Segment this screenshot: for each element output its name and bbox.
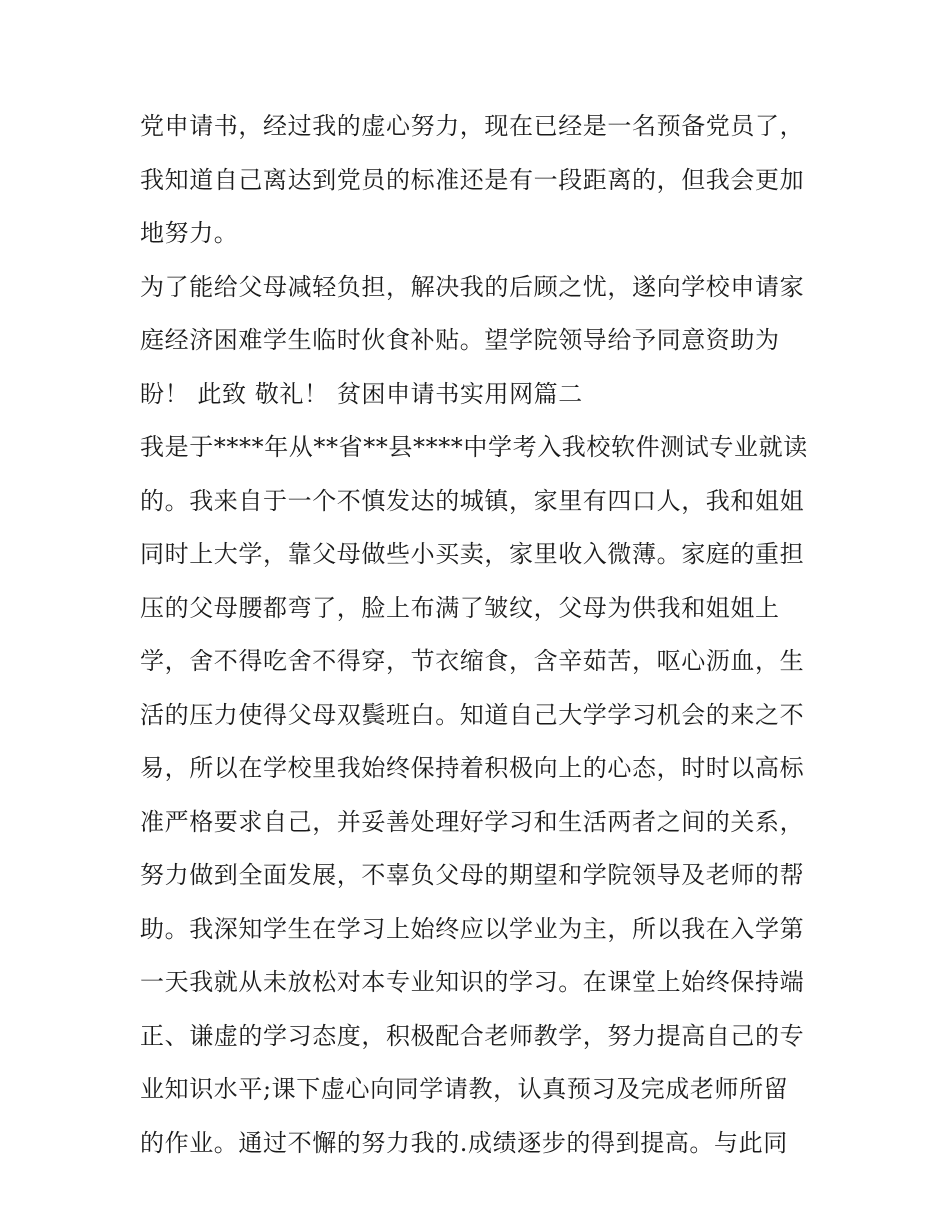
body-text	[140, 100, 820, 1170]
text-line: 准严格要求自己，并妥善处理好学习和生活两者之间的关系，	[140, 807, 805, 836]
text-line: 为了能给父母减轻负担，解决我的后顾之忧，遂向学校申请家	[140, 272, 805, 301]
text-line: 业知识水平;课下虚心向同学请教，认真预习及完成老师所留	[140, 1075, 789, 1103]
text-line: 地努力。	[140, 219, 239, 247]
text-line: 同时上大学，靠父母做些小买卖，家里收入微薄。家庭的重担	[140, 540, 805, 568]
text-line: 盼！ 此致 敬礼！ 贫困申请书实用网篇二	[140, 379, 583, 408]
text-line: 正、谦虚的学习态度，积极配合老师教学，努力提高自己的专	[140, 1021, 805, 1050]
text-line: 学，舍不得吃舍不得穿，节衣缩食，含辛茹苦，呕心沥血，生	[140, 647, 805, 675]
text-line: 易，所以在学校里我始终保持着积极向上的心态，时时以高标	[140, 754, 805, 782]
text-line: 我是于****年从**省**县****中学考入我校软件测试专业就读	[140, 433, 808, 461]
text-line: 一天我就从未放松对本专业知识的学习。在课堂上始终保持端	[140, 968, 805, 996]
text-line: 的作业。通过不懈的努力我的.成绩逐步的得到提高。与此同	[140, 1128, 788, 1157]
text-line: 我知道自己离达到党员的标准还是有一段距离的，但我会更加	[140, 165, 805, 194]
text-line: 压的父母腰都弯了，脸上布满了皱纹，父母为供我和姐姐上	[140, 593, 780, 622]
text-line: 党申请书，经过我的虚心努力，现在已经是一名预备党员了，	[140, 112, 805, 140]
text-line: 庭经济困难学生临时伙食补贴。望学院领导给予同意资助为	[140, 326, 780, 354]
text-line: 助。我深知学生在学习上始终应以学业为主，所以我在入学第	[140, 914, 805, 943]
text-line: 的。我来自于一个不慎发达的城镇，家里有四口人，我和姐姐	[140, 486, 805, 515]
text-line: 活的压力使得父母双鬓班白。知道自己大学学习机会的来之不	[140, 700, 805, 729]
text-line: 努力做到全面发展，不辜负父母的期望和学院领导及老师的帮	[140, 861, 805, 889]
